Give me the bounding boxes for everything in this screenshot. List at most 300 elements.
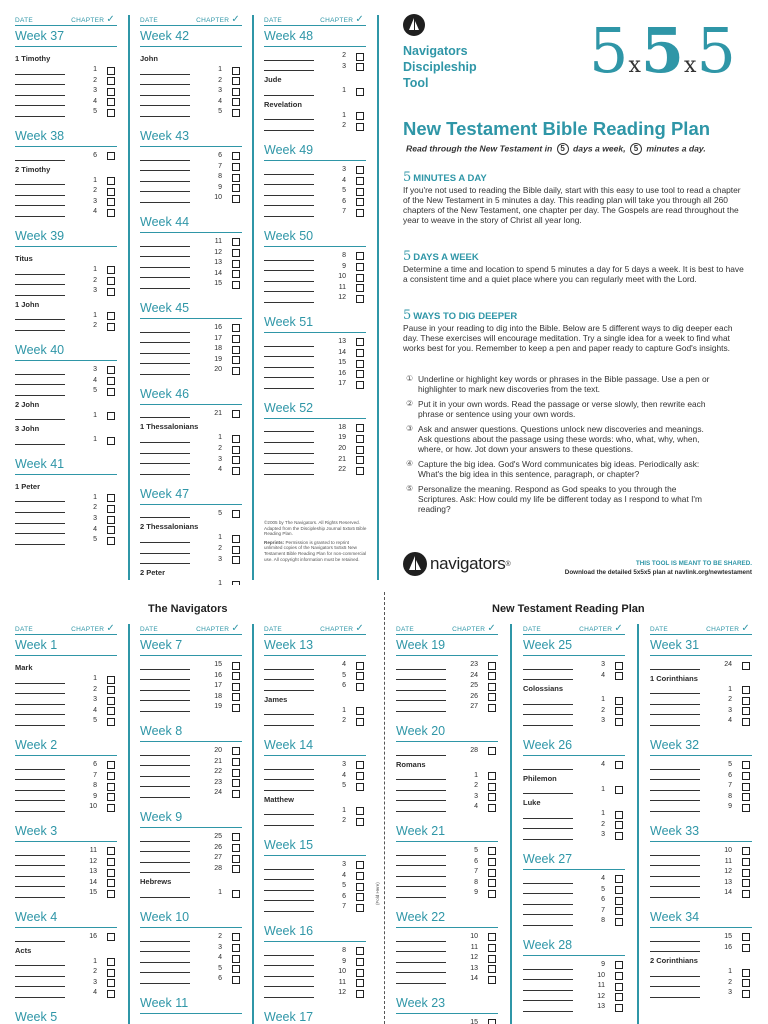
chapter-checkbox[interactable] <box>107 323 115 331</box>
date-line[interactable] <box>523 725 573 726</box>
chapter-checkbox[interactable] <box>488 955 496 963</box>
chapter-checkbox[interactable] <box>232 270 240 278</box>
chapter-checkbox[interactable] <box>107 377 115 385</box>
chapter-checkbox[interactable] <box>107 969 115 977</box>
chapter-checkbox[interactable] <box>232 446 240 454</box>
date-line[interactable] <box>264 184 314 185</box>
date-line[interactable] <box>650 976 700 977</box>
chapter-checkbox[interactable] <box>356 861 364 869</box>
chapter-checkbox[interactable] <box>232 683 240 691</box>
chapter-checkbox[interactable] <box>232 281 240 289</box>
chapter-checkbox[interactable] <box>615 897 623 905</box>
chapter-checkbox[interactable] <box>107 707 115 715</box>
chapter-checkbox[interactable] <box>356 295 364 303</box>
chapter-checkbox[interactable] <box>107 188 115 196</box>
date-line[interactable] <box>15 374 65 375</box>
chapter-checkbox[interactable] <box>488 693 496 701</box>
date-line[interactable] <box>264 679 314 680</box>
date-line[interactable] <box>15 74 65 75</box>
chapter-checkbox[interactable] <box>742 933 750 941</box>
chapter-checkbox[interactable] <box>107 979 115 987</box>
chapter-checkbox[interactable] <box>107 772 115 780</box>
chapter-checkbox[interactable] <box>488 944 496 952</box>
chapter-checkbox[interactable] <box>232 556 240 564</box>
chapter-checkbox[interactable] <box>356 761 364 769</box>
date-line[interactable] <box>650 693 700 694</box>
chapter-checkbox[interactable] <box>356 872 364 880</box>
date-line[interactable] <box>140 951 190 952</box>
chapter-checkbox[interactable] <box>488 804 496 812</box>
date-line[interactable] <box>650 876 700 877</box>
date-line[interactable] <box>15 295 65 296</box>
date-line[interactable] <box>15 105 65 106</box>
chapter-checkbox[interactable] <box>488 662 496 670</box>
chapter-checkbox[interactable] <box>356 381 364 389</box>
chapter-checkbox[interactable] <box>107 676 115 684</box>
date-line[interactable] <box>140 776 190 777</box>
chapter-checkbox[interactable] <box>232 779 240 787</box>
date-line[interactable] <box>140 116 190 117</box>
chapter-checkbox[interactable] <box>742 697 750 705</box>
date-line[interactable] <box>650 669 700 670</box>
date-line[interactable] <box>15 800 65 801</box>
chapter-checkbox[interactable] <box>488 933 496 941</box>
chapter-checkbox[interactable] <box>356 883 364 891</box>
date-line[interactable] <box>15 811 65 812</box>
chapter-checkbox[interactable] <box>615 662 623 670</box>
chapter-checkbox[interactable] <box>356 284 364 292</box>
date-line[interactable] <box>140 105 190 106</box>
chapter-checkbox[interactable] <box>488 879 496 887</box>
date-line[interactable] <box>140 962 190 963</box>
date-line[interactable] <box>264 388 314 389</box>
chapter-checkbox[interactable] <box>232 844 240 852</box>
date-line[interactable] <box>650 951 700 952</box>
date-line[interactable] <box>650 865 700 866</box>
date-line[interactable] <box>523 828 573 829</box>
date-line[interactable] <box>15 714 65 715</box>
chapter-checkbox[interactable] <box>356 53 364 61</box>
chapter-checkbox[interactable] <box>615 707 623 715</box>
date-line[interactable] <box>15 965 65 966</box>
date-line[interactable] <box>15 693 65 694</box>
date-line[interactable] <box>15 284 65 285</box>
chapter-checkbox[interactable] <box>232 944 240 952</box>
date-line[interactable] <box>140 442 190 443</box>
chapter-checkbox[interactable] <box>232 249 240 257</box>
date-line[interactable] <box>15 84 65 85</box>
date-line[interactable] <box>140 170 190 171</box>
date-line[interactable] <box>15 216 65 217</box>
date-line[interactable] <box>140 851 190 852</box>
chapter-checkbox[interactable] <box>488 869 496 877</box>
date-line[interactable] <box>523 839 573 840</box>
chapter-checkbox[interactable] <box>107 494 115 502</box>
date-line[interactable] <box>15 95 65 96</box>
date-line[interactable] <box>396 941 446 942</box>
chapter-checkbox[interactable] <box>356 63 364 71</box>
chapter-checkbox[interactable] <box>615 761 623 769</box>
date-line[interactable] <box>140 542 190 543</box>
date-line[interactable] <box>264 291 314 292</box>
date-line[interactable] <box>15 769 65 770</box>
chapter-checkbox[interactable] <box>356 718 364 726</box>
chapter-checkbox[interactable] <box>356 707 364 715</box>
chapter-checkbox[interactable] <box>232 747 240 755</box>
date-line[interactable] <box>650 986 700 987</box>
chapter-checkbox[interactable] <box>232 367 240 375</box>
date-line[interactable] <box>523 969 573 970</box>
chapter-checkbox[interactable] <box>742 707 750 715</box>
chapter-checkbox[interactable] <box>742 944 750 952</box>
chapter-checkbox[interactable] <box>488 793 496 801</box>
chapter-checkbox[interactable] <box>742 793 750 801</box>
date-line[interactable] <box>140 765 190 766</box>
date-line[interactable] <box>523 904 573 905</box>
date-line[interactable] <box>15 855 65 856</box>
date-line[interactable] <box>396 679 446 680</box>
date-line[interactable] <box>396 886 446 887</box>
date-line[interactable] <box>650 886 700 887</box>
chapter-checkbox[interactable] <box>107 288 115 296</box>
date-line[interactable] <box>264 95 314 96</box>
date-line[interactable] <box>15 160 65 161</box>
chapter-checkbox[interactable] <box>356 467 364 475</box>
date-line[interactable] <box>15 704 65 705</box>
date-line[interactable] <box>140 74 190 75</box>
chapter-checkbox[interactable] <box>232 260 240 268</box>
chapter-checkbox[interactable] <box>107 277 115 285</box>
date-line[interactable] <box>140 941 190 942</box>
chapter-checkbox[interactable] <box>356 672 364 680</box>
date-line[interactable] <box>264 669 314 670</box>
chapter-checkbox[interactable] <box>356 198 364 206</box>
chapter-checkbox[interactable] <box>232 510 240 518</box>
chapter-checkbox[interactable] <box>232 672 240 680</box>
date-line[interactable] <box>15 897 65 898</box>
date-line[interactable] <box>264 346 314 347</box>
date-line[interactable] <box>396 951 446 952</box>
date-line[interactable] <box>264 431 314 432</box>
date-line[interactable] <box>15 779 65 780</box>
date-line[interactable] <box>140 246 190 247</box>
date-line[interactable] <box>396 811 446 812</box>
date-line[interactable] <box>264 463 314 464</box>
chapter-checkbox[interactable] <box>356 88 364 96</box>
chapter-checkbox[interactable] <box>232 346 240 354</box>
chapter-checkbox[interactable] <box>356 446 364 454</box>
date-line[interactable] <box>264 119 314 120</box>
chapter-checkbox[interactable] <box>742 990 750 998</box>
date-line[interactable] <box>15 533 65 534</box>
date-line[interactable] <box>140 669 190 670</box>
chapter-checkbox[interactable] <box>615 918 623 926</box>
date-line[interactable] <box>140 862 190 863</box>
date-line[interactable] <box>140 700 190 701</box>
date-line[interactable] <box>523 893 573 894</box>
chapter-checkbox[interactable] <box>356 456 364 464</box>
chapter-checkbox[interactable] <box>107 198 115 206</box>
date-line[interactable] <box>15 501 65 502</box>
chapter-checkbox[interactable] <box>232 324 240 332</box>
date-line[interactable] <box>264 367 314 368</box>
date-line[interactable] <box>396 983 446 984</box>
date-line[interactable] <box>140 353 190 354</box>
chapter-checkbox[interactable] <box>488 704 496 712</box>
date-line[interactable] <box>264 879 314 880</box>
date-line[interactable] <box>140 342 190 343</box>
chapter-checkbox[interactable] <box>107 793 115 801</box>
chapter-checkbox[interactable] <box>615 1004 623 1012</box>
date-line[interactable] <box>396 790 446 791</box>
chapter-checkbox[interactable] <box>107 177 115 185</box>
date-line[interactable] <box>15 384 65 385</box>
chapter-checkbox[interactable] <box>488 672 496 680</box>
date-line[interactable] <box>650 997 700 998</box>
chapter-checkbox[interactable] <box>107 686 115 694</box>
date-line[interactable] <box>650 714 700 715</box>
chapter-checkbox[interactable] <box>107 388 115 396</box>
date-line[interactable] <box>264 270 314 271</box>
chapter-checkbox[interactable] <box>742 879 750 887</box>
chapter-checkbox[interactable] <box>356 188 364 196</box>
date-line[interactable] <box>264 955 314 956</box>
chapter-checkbox[interactable] <box>232 758 240 766</box>
chapter-checkbox[interactable] <box>615 907 623 915</box>
chapter-checkbox[interactable] <box>356 209 364 217</box>
date-line[interactable] <box>15 876 65 877</box>
date-line[interactable] <box>15 986 65 987</box>
date-line[interactable] <box>264 474 314 475</box>
chapter-checkbox[interactable] <box>232 855 240 863</box>
chapter-checkbox[interactable] <box>742 686 750 694</box>
chapter-checkbox[interactable] <box>107 266 115 274</box>
date-line[interactable] <box>140 786 190 787</box>
chapter-checkbox[interactable] <box>742 718 750 726</box>
date-line[interactable] <box>264 302 314 303</box>
chapter-checkbox[interactable] <box>107 537 115 545</box>
date-line[interactable] <box>15 886 65 887</box>
chapter-checkbox[interactable] <box>232 152 240 160</box>
date-line[interactable] <box>264 442 314 443</box>
chapter-checkbox[interactable] <box>488 683 496 691</box>
chapter-checkbox[interactable] <box>356 177 364 185</box>
date-line[interactable] <box>264 690 314 691</box>
date-line[interactable] <box>140 841 190 842</box>
date-line[interactable] <box>15 790 65 791</box>
chapter-checkbox[interactable] <box>107 109 115 117</box>
date-line[interactable] <box>15 865 65 866</box>
date-line[interactable] <box>15 444 65 445</box>
date-line[interactable] <box>264 965 314 966</box>
chapter-checkbox[interactable] <box>107 858 115 866</box>
chapter-checkbox[interactable] <box>107 697 115 705</box>
date-line[interactable] <box>396 711 446 712</box>
chapter-checkbox[interactable] <box>107 761 115 769</box>
date-line[interactable] <box>523 925 573 926</box>
date-line[interactable] <box>264 195 314 196</box>
date-line[interactable] <box>650 800 700 801</box>
chapter-checkbox[interactable] <box>356 969 364 977</box>
chapter-checkbox[interactable] <box>107 67 115 75</box>
chapter-checkbox[interactable] <box>107 366 115 374</box>
date-line[interactable] <box>140 983 190 984</box>
date-line[interactable] <box>264 130 314 131</box>
date-line[interactable] <box>396 700 446 701</box>
date-line[interactable] <box>264 986 314 987</box>
date-line[interactable] <box>523 704 573 705</box>
date-line[interactable] <box>140 755 190 756</box>
chapter-checkbox[interactable] <box>232 109 240 117</box>
chapter-checkbox[interactable] <box>356 904 364 912</box>
chapter-checkbox[interactable] <box>615 786 623 794</box>
chapter-checkbox[interactable] <box>107 869 115 877</box>
date-line[interactable] <box>264 900 314 901</box>
date-line[interactable] <box>15 184 65 185</box>
chapter-checkbox[interactable] <box>232 356 240 364</box>
date-line[interactable] <box>396 669 446 670</box>
date-line[interactable] <box>140 563 190 564</box>
date-line[interactable] <box>140 332 190 333</box>
chapter-checkbox[interactable] <box>107 98 115 106</box>
chapter-checkbox[interactable] <box>232 833 240 841</box>
chapter-checkbox[interactable] <box>615 875 623 883</box>
date-line[interactable] <box>650 855 700 856</box>
date-line[interactable] <box>650 779 700 780</box>
date-line[interactable] <box>15 544 65 545</box>
date-line[interactable] <box>15 512 65 513</box>
date-line[interactable] <box>140 191 190 192</box>
date-line[interactable] <box>140 711 190 712</box>
chapter-checkbox[interactable] <box>232 467 240 475</box>
date-line[interactable] <box>140 453 190 454</box>
date-line[interactable] <box>15 997 65 998</box>
date-line[interactable] <box>264 281 314 282</box>
chapter-checkbox[interactable] <box>232 976 240 984</box>
chapter-checkbox[interactable] <box>615 718 623 726</box>
date-line[interactable] <box>140 972 190 973</box>
chapter-checkbox[interactable] <box>232 581 240 585</box>
date-line[interactable] <box>140 84 190 85</box>
date-line[interactable] <box>650 725 700 726</box>
chapter-checkbox[interactable] <box>742 969 750 977</box>
date-line[interactable] <box>396 897 446 898</box>
chapter-checkbox[interactable] <box>232 163 240 171</box>
date-line[interactable] <box>15 319 65 320</box>
chapter-checkbox[interactable] <box>615 972 623 980</box>
chapter-checkbox[interactable] <box>615 961 623 969</box>
chapter-checkbox[interactable] <box>615 821 623 829</box>
chapter-checkbox[interactable] <box>107 990 115 998</box>
chapter-checkbox[interactable] <box>232 410 240 418</box>
date-line[interactable] <box>264 779 314 780</box>
date-line[interactable] <box>140 417 190 418</box>
date-line[interactable] <box>523 883 573 884</box>
chapter-checkbox[interactable] <box>615 672 623 680</box>
chapter-checkbox[interactable] <box>742 783 750 791</box>
chapter-checkbox[interactable] <box>488 783 496 791</box>
date-line[interactable] <box>15 941 65 942</box>
date-line[interactable] <box>650 790 700 791</box>
chapter-checkbox[interactable] <box>488 965 496 973</box>
date-line[interactable] <box>523 793 573 794</box>
chapter-checkbox[interactable] <box>742 979 750 987</box>
date-line[interactable] <box>15 116 65 117</box>
chapter-checkbox[interactable] <box>232 335 240 343</box>
date-line[interactable] <box>264 725 314 726</box>
chapter-checkbox[interactable] <box>107 209 115 217</box>
chapter-checkbox[interactable] <box>232 662 240 670</box>
date-line[interactable] <box>264 205 314 206</box>
chapter-checkbox[interactable] <box>107 77 115 85</box>
chapter-checkbox[interactable] <box>488 976 496 984</box>
date-line[interactable] <box>396 755 446 756</box>
date-line[interactable] <box>140 474 190 475</box>
date-line[interactable] <box>523 979 573 980</box>
chapter-checkbox[interactable] <box>107 312 115 320</box>
chapter-checkbox[interactable] <box>488 1019 496 1024</box>
chapter-checkbox[interactable] <box>356 370 364 378</box>
date-line[interactable] <box>650 811 700 812</box>
date-line[interactable] <box>15 523 65 524</box>
date-line[interactable] <box>140 267 190 268</box>
date-line[interactable] <box>396 855 446 856</box>
chapter-checkbox[interactable] <box>356 990 364 998</box>
chapter-checkbox[interactable] <box>356 662 364 670</box>
chapter-checkbox[interactable] <box>356 979 364 987</box>
date-line[interactable] <box>140 897 190 898</box>
date-line[interactable] <box>650 769 700 770</box>
chapter-checkbox[interactable] <box>356 349 364 357</box>
chapter-checkbox[interactable] <box>488 858 496 866</box>
date-line[interactable] <box>264 453 314 454</box>
chapter-checkbox[interactable] <box>356 360 364 368</box>
date-line[interactable] <box>140 160 190 161</box>
chapter-checkbox[interactable] <box>742 662 750 670</box>
chapter-checkbox[interactable] <box>232 238 240 246</box>
chapter-checkbox[interactable] <box>232 933 240 941</box>
chapter-checkbox[interactable] <box>232 890 240 898</box>
chapter-checkbox[interactable] <box>742 772 750 780</box>
date-line[interactable] <box>15 683 65 684</box>
chapter-checkbox[interactable] <box>232 174 240 182</box>
chapter-checkbox[interactable] <box>488 847 496 855</box>
date-line[interactable] <box>140 553 190 554</box>
date-line[interactable] <box>140 797 190 798</box>
date-line[interactable] <box>15 725 65 726</box>
chapter-checkbox[interactable] <box>107 718 115 726</box>
date-line[interactable] <box>523 1000 573 1001</box>
chapter-checkbox[interactable] <box>232 184 240 192</box>
chapter-checkbox[interactable] <box>742 847 750 855</box>
chapter-checkbox[interactable] <box>107 804 115 812</box>
date-line[interactable] <box>523 714 573 715</box>
chapter-checkbox[interactable] <box>232 67 240 75</box>
date-line[interactable] <box>396 962 446 963</box>
date-line[interactable] <box>650 941 700 942</box>
date-line[interactable] <box>264 769 314 770</box>
chapter-checkbox[interactable] <box>107 88 115 96</box>
date-line[interactable] <box>264 260 314 261</box>
chapter-checkbox[interactable] <box>356 338 364 346</box>
date-line[interactable] <box>264 174 314 175</box>
date-line[interactable] <box>264 216 314 217</box>
date-line[interactable] <box>140 363 190 364</box>
chapter-checkbox[interactable] <box>615 993 623 1001</box>
date-line[interactable] <box>523 1011 573 1012</box>
chapter-checkbox[interactable] <box>232 790 240 798</box>
chapter-checkbox[interactable] <box>107 783 115 791</box>
